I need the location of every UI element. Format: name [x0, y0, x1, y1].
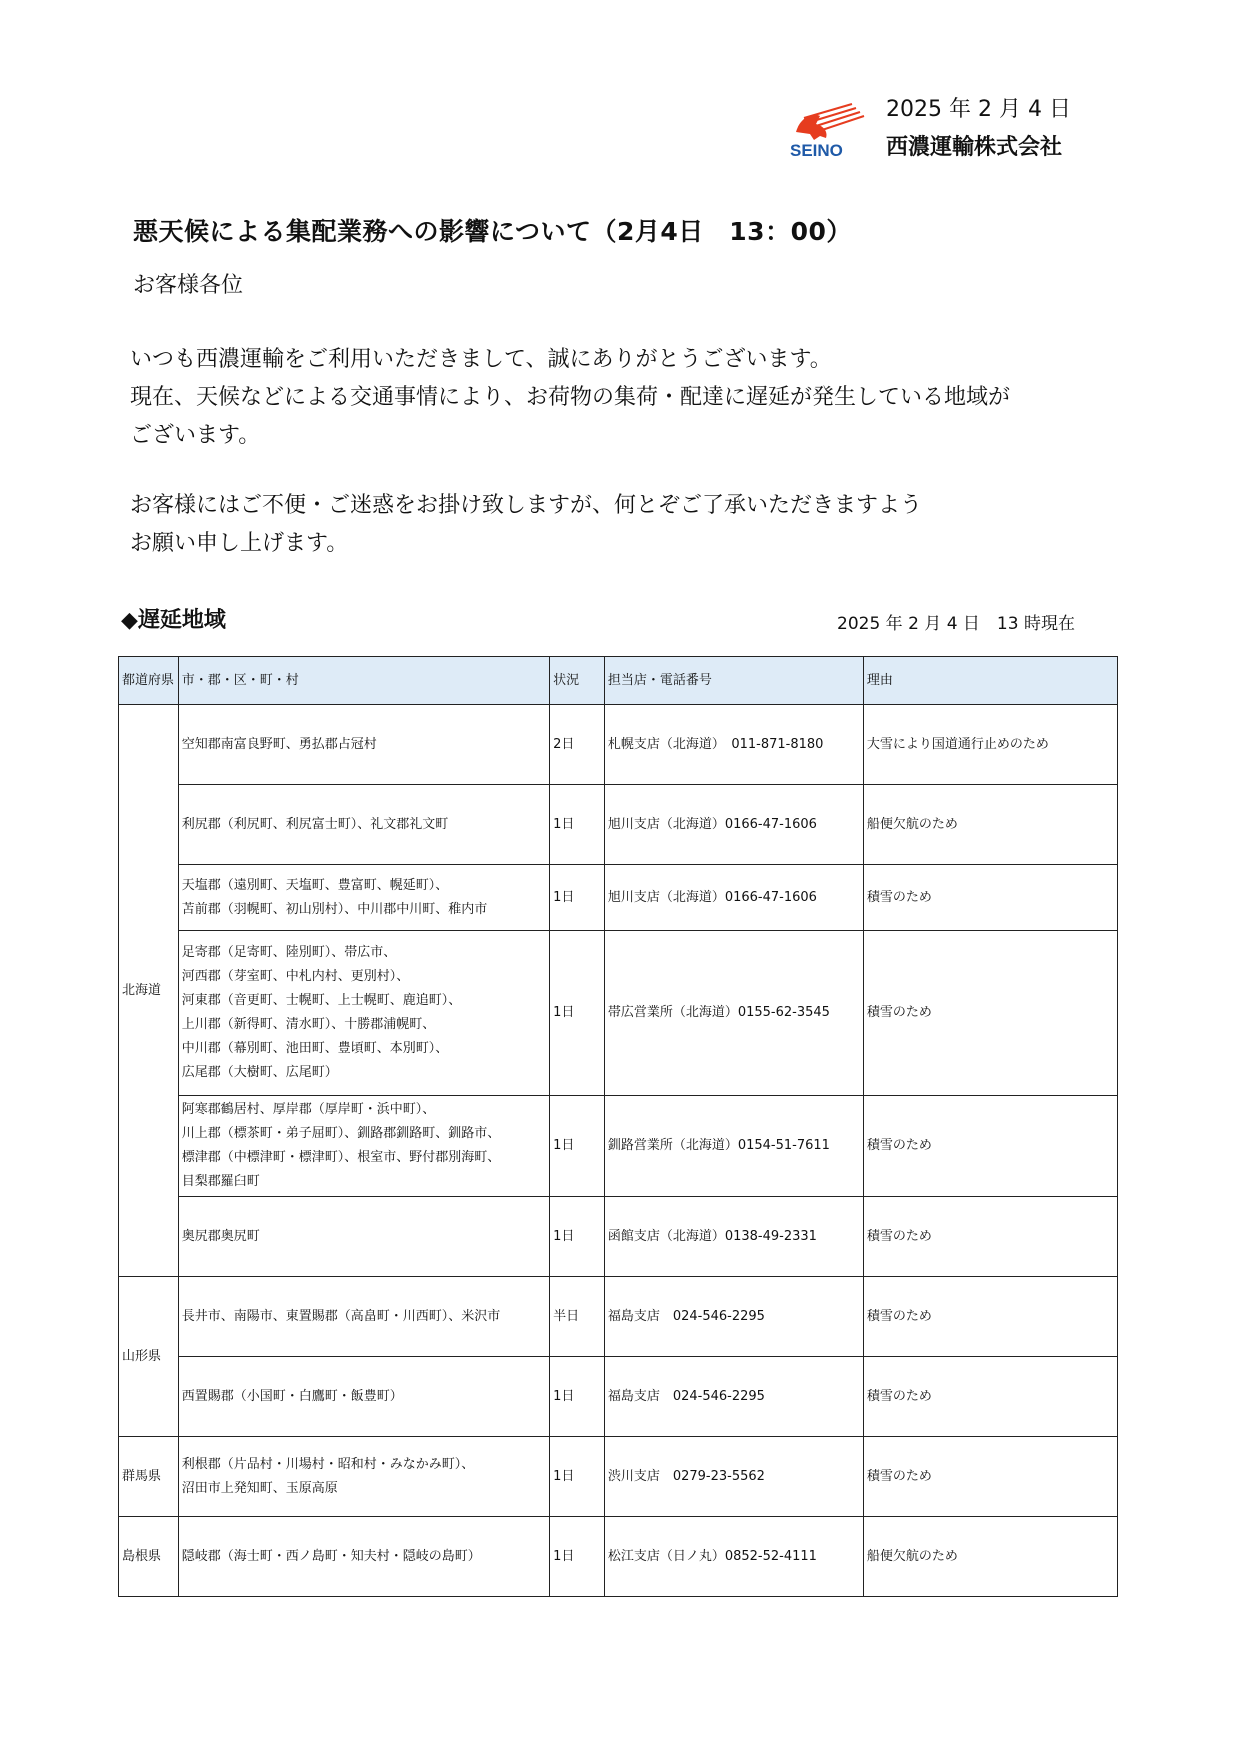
table-row [119, 785, 1118, 865]
table-row [119, 1437, 1118, 1517]
prefecture-cell: 山形県 [119, 1277, 179, 1437]
reason-cell: 積雪のため [863, 1277, 1117, 1357]
status-cell: 1日 [550, 1437, 605, 1517]
table-header-row [119, 657, 1118, 705]
branch-phone-cell: 旭川支店（北海道）0166-47-1606 [604, 785, 863, 865]
area-line: 標津郡（中標津町・標津町）、根室市、野付郡別海町、 [181, 1150, 501, 1165]
area-cell [178, 1517, 549, 1597]
apology-paragraph [130, 487, 922, 563]
reason-cell: 積雪のため [863, 931, 1117, 1096]
reason-cell: 積雪のため [863, 1437, 1117, 1517]
area-line: 河西郡（芽室町、中札内村、更別村）、 [181, 969, 410, 984]
table-body [119, 705, 1118, 1597]
area-cell [178, 1437, 549, 1517]
status-cell: 1日 [550, 1096, 605, 1197]
area-cell [178, 705, 549, 785]
status-cell: 1日 [550, 1357, 605, 1437]
reason-cell: 大雪により国道通行止めのため [863, 705, 1117, 785]
table-row [119, 1277, 1118, 1357]
document-date: 2025 年 2 月 4 日 [886, 97, 1071, 122]
branch-phone-cell: 福島支店 024-546-2295 [604, 1277, 863, 1357]
header-prefecture: 都道府県 [119, 657, 179, 705]
status-cell: 1日 [550, 785, 605, 865]
table-row [119, 1517, 1118, 1597]
table-row [119, 1096, 1118, 1197]
area-cell [178, 931, 549, 1096]
reason-cell: 積雪のため [863, 1197, 1117, 1277]
branch-phone-cell: 札幌支店（北海道） 011-871-8180 [604, 705, 863, 785]
prefecture-cell: 群馬県 [119, 1437, 179, 1517]
area-cell [178, 1277, 549, 1357]
branch-phone-cell: 釧路営業所（北海道）0154-51-7611 [604, 1096, 863, 1197]
branch-phone-cell: 渋川支店 0279-23-5562 [604, 1437, 863, 1517]
area-line: 河東郡（音更町、士幌町、上士幌町、鹿追町）、 [181, 993, 462, 1008]
intro-paragraph [130, 341, 1010, 455]
prefecture-cell: 北海道 [119, 705, 179, 1277]
page-title: 悪天候による集配業務への影響について（2月4日 13：00） [133, 217, 852, 246]
reason-cell: 積雪のため [863, 1096, 1117, 1197]
area-line: 利根郡（片品村・川場村・昭和村・みなかみ町）、 [181, 1456, 475, 1472]
area-line: 隠岐郡（海士町・西ノ島町・知夫村・隠岐の島町） [181, 1548, 481, 1564]
area-line: 川上郡（標茶町・弟子屈町）、釧路郡釧路町、釧路市、 [181, 1126, 501, 1141]
status-cell: 半日 [550, 1277, 605, 1357]
area-cell [178, 1357, 549, 1437]
area-line: 西置賜郡（小国町・白鷹町・飯豊町） [181, 1388, 403, 1404]
intro-line: いつも西濃運輸をご利用いただきまして、誠にありがとうございます。 [130, 347, 832, 372]
logo-text: SEINO [790, 141, 843, 160]
table-row [119, 1197, 1118, 1277]
area-cell [178, 865, 549, 931]
salutation: お客様各位 [133, 273, 244, 298]
status-cell: 2日 [550, 705, 605, 785]
header-status: 状況 [550, 657, 605, 705]
status-cell: 1日 [550, 931, 605, 1096]
area-line: 長井市、南陽市、東置賜郡（高畠町・川西町）、米沢市 [181, 1308, 501, 1324]
reason-cell: 船便欠航のため [863, 785, 1117, 865]
area-line: 空知郡南富良野町、勇払郡占冠村 [181, 736, 377, 752]
area-line: 奥尻郡奥尻町 [181, 1228, 260, 1244]
reason-cell: 積雪のため [863, 1357, 1117, 1437]
letterhead [790, 92, 1120, 168]
area-cell [178, 1096, 549, 1197]
section-heading: ◆遅延地域 [121, 608, 226, 633]
area-cell [178, 785, 549, 865]
seino-kangaroo-logo-icon [790, 96, 870, 160]
status-cell: 1日 [550, 865, 605, 931]
apology-line: お願い申し上げます。 [130, 531, 349, 556]
table-row [119, 931, 1118, 1096]
intro-line: ございます。 [130, 423, 261, 448]
branch-phone-cell: 松江支店（日ノ丸）0852-52-4111 [604, 1517, 863, 1597]
company-name: 西濃運輸株式会社 [886, 135, 1063, 160]
area-line: 上川郡（新得町、清水町）、十勝郡浦幌町、 [181, 1017, 436, 1032]
header-branch-phone: 担当店・電話番号 [604, 657, 863, 705]
area-line: 足寄郡（足寄町、陸別町）、帯広市、 [181, 945, 397, 960]
header-reason: 理由 [863, 657, 1117, 705]
area-line: 苫前郡（羽幌町、初山別村）、中川郡中川町、稚内市 [181, 901, 488, 917]
branch-phone-cell: 帯広営業所（北海道）0155-62-3545 [604, 931, 863, 1096]
header-area: 市・郡・区・町・村 [178, 657, 549, 705]
intro-line: 現在、天候などによる交通事情により、お荷物の集荷・配達に遅延が発生している地域が [130, 385, 1011, 410]
area-line: 天塩郡（遠別町、天塩町、豊富町、幌延町）、 [181, 877, 449, 893]
as-of-timestamp: 2025 年 2 月 4 日 13 時現在 [837, 614, 1075, 634]
area-line: 中川郡（幕別町、池田町、豊頃町、本別町）、 [181, 1041, 449, 1056]
apology-line: お客様にはご不便・ご迷惑をお掛け致しますが、何とぞご了承いただきますよう [130, 493, 923, 518]
reason-cell: 船便欠航のため [863, 1517, 1117, 1597]
area-line: 阿寒郡鶴居村、厚岸郡（厚岸町・浜中町）、 [181, 1102, 436, 1117]
prefecture-cell: 島根県 [119, 1517, 179, 1597]
delay-areas-table [118, 656, 1118, 1597]
area-line: 広尾郡（大樹町、広尾町） [181, 1065, 338, 1080]
branch-phone-cell: 旭川支店（北海道）0166-47-1606 [604, 865, 863, 931]
table-row [119, 1357, 1118, 1437]
branch-phone-cell: 函館支店（北海道）0138-49-2331 [604, 1197, 863, 1277]
area-cell [178, 1197, 549, 1277]
status-cell: 1日 [550, 1517, 605, 1597]
status-cell: 1日 [550, 1197, 605, 1277]
reason-cell: 積雪のため [863, 865, 1117, 931]
area-line: 目梨郡羅臼町 [181, 1174, 260, 1189]
branch-phone-cell: 福島支店 024-546-2295 [604, 1357, 863, 1437]
table-row [119, 865, 1118, 931]
area-line: 利尻郡（利尻町、利尻富士町）、礼文郡礼文町 [181, 816, 449, 832]
table-row [119, 705, 1118, 785]
area-line: 沼田市上発知町、玉原高原 [181, 1480, 338, 1496]
